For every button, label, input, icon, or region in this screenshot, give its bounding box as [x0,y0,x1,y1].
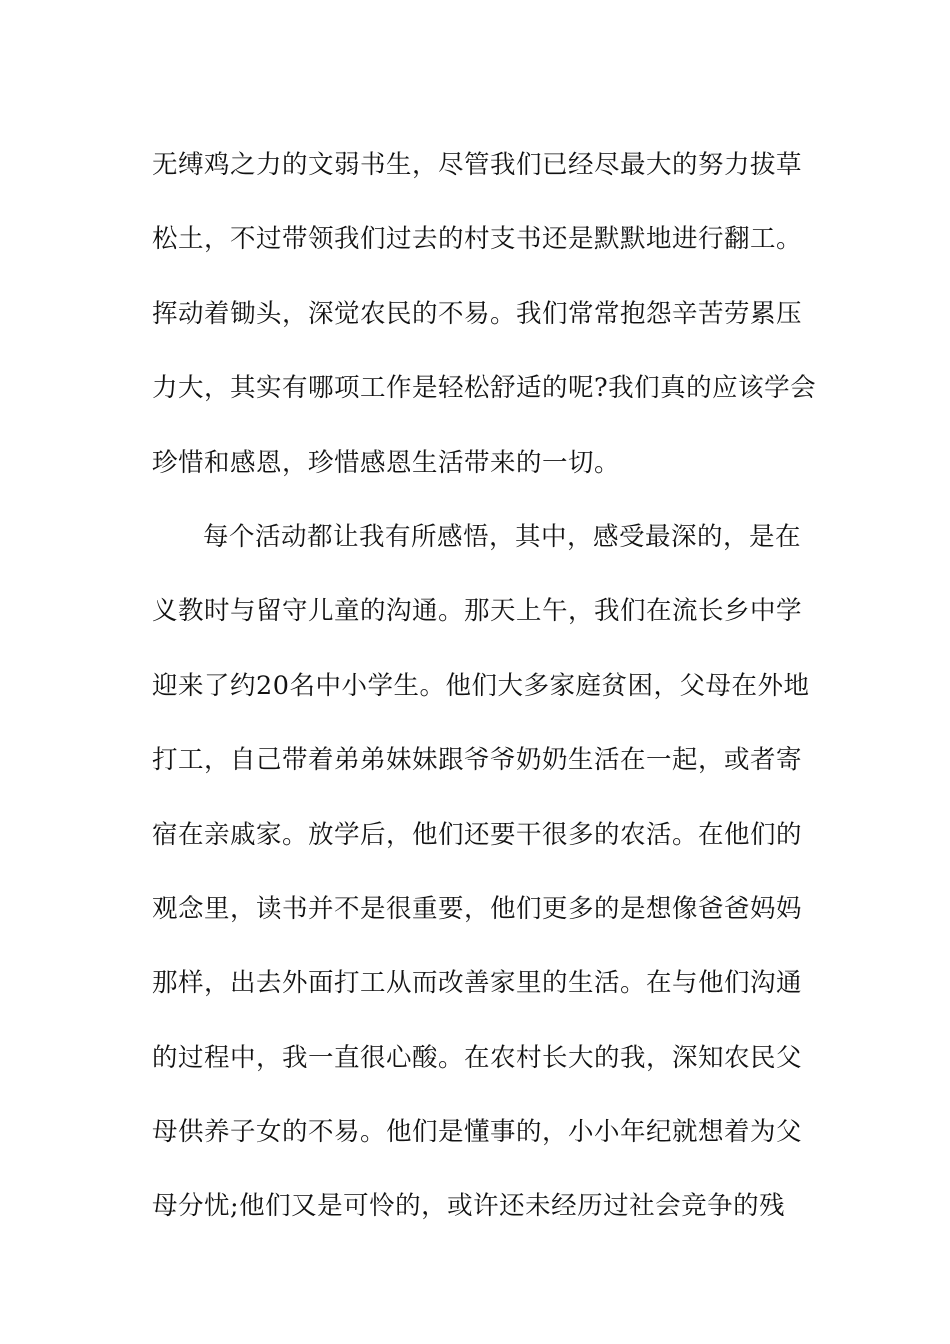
text-line: 观念里，读书并不是很重要，他们更多的是想像爸爸妈妈 [152,893,803,924]
text-line: 力大，其实有哪项工作是轻松舒适的呢?我们真的应该学会 [152,373,817,404]
body-text [152,128,817,1244]
text-line: 迎来了约20名中小学生。他们大多家庭贫困，父母在外地 [152,670,810,701]
text-line: 母供养子女的不易。他们是懂事的，小小年纪就想着为父 [152,1117,803,1148]
text-line: 松土，不过带领我们过去的村支书还是默默地进行翻工。 [152,224,803,255]
text-line: 宿在亲戚家。放学后，他们还要干很多的农活。在他们的 [152,819,803,850]
text-line: 的过程中，我一直很心酸。在农村长大的我，深知农民父 [152,1042,803,1073]
text-line: 义教时与留守儿童的沟通。那天上午，我们在流长乡中学 [152,596,803,627]
text-line: 挥动着锄头，深觉农民的不易。我们常常抱怨辛苦劳累压 [152,298,803,329]
text-line: 母分忧;他们又是可怜的，或许还未经历过社会竞争的残 [152,1191,786,1222]
text-line: 那样，出去外面打工从而改善家里的生活。在与他们沟通 [152,968,803,999]
paragraph-start-line: 每个活动都让我有所感悟，其中，感受最深的，是在 [203,521,802,552]
text-line: 珍惜和感恩，珍惜感恩生活带来的一切。 [152,447,621,478]
text-line: 打工，自己带着弟弟妹妹跟爷爷奶奶生活在一起，或者寄 [152,745,803,776]
text-line: 无缚鸡之力的文弱书生，尽管我们已经尽最大的努力拔草 [152,150,803,180]
